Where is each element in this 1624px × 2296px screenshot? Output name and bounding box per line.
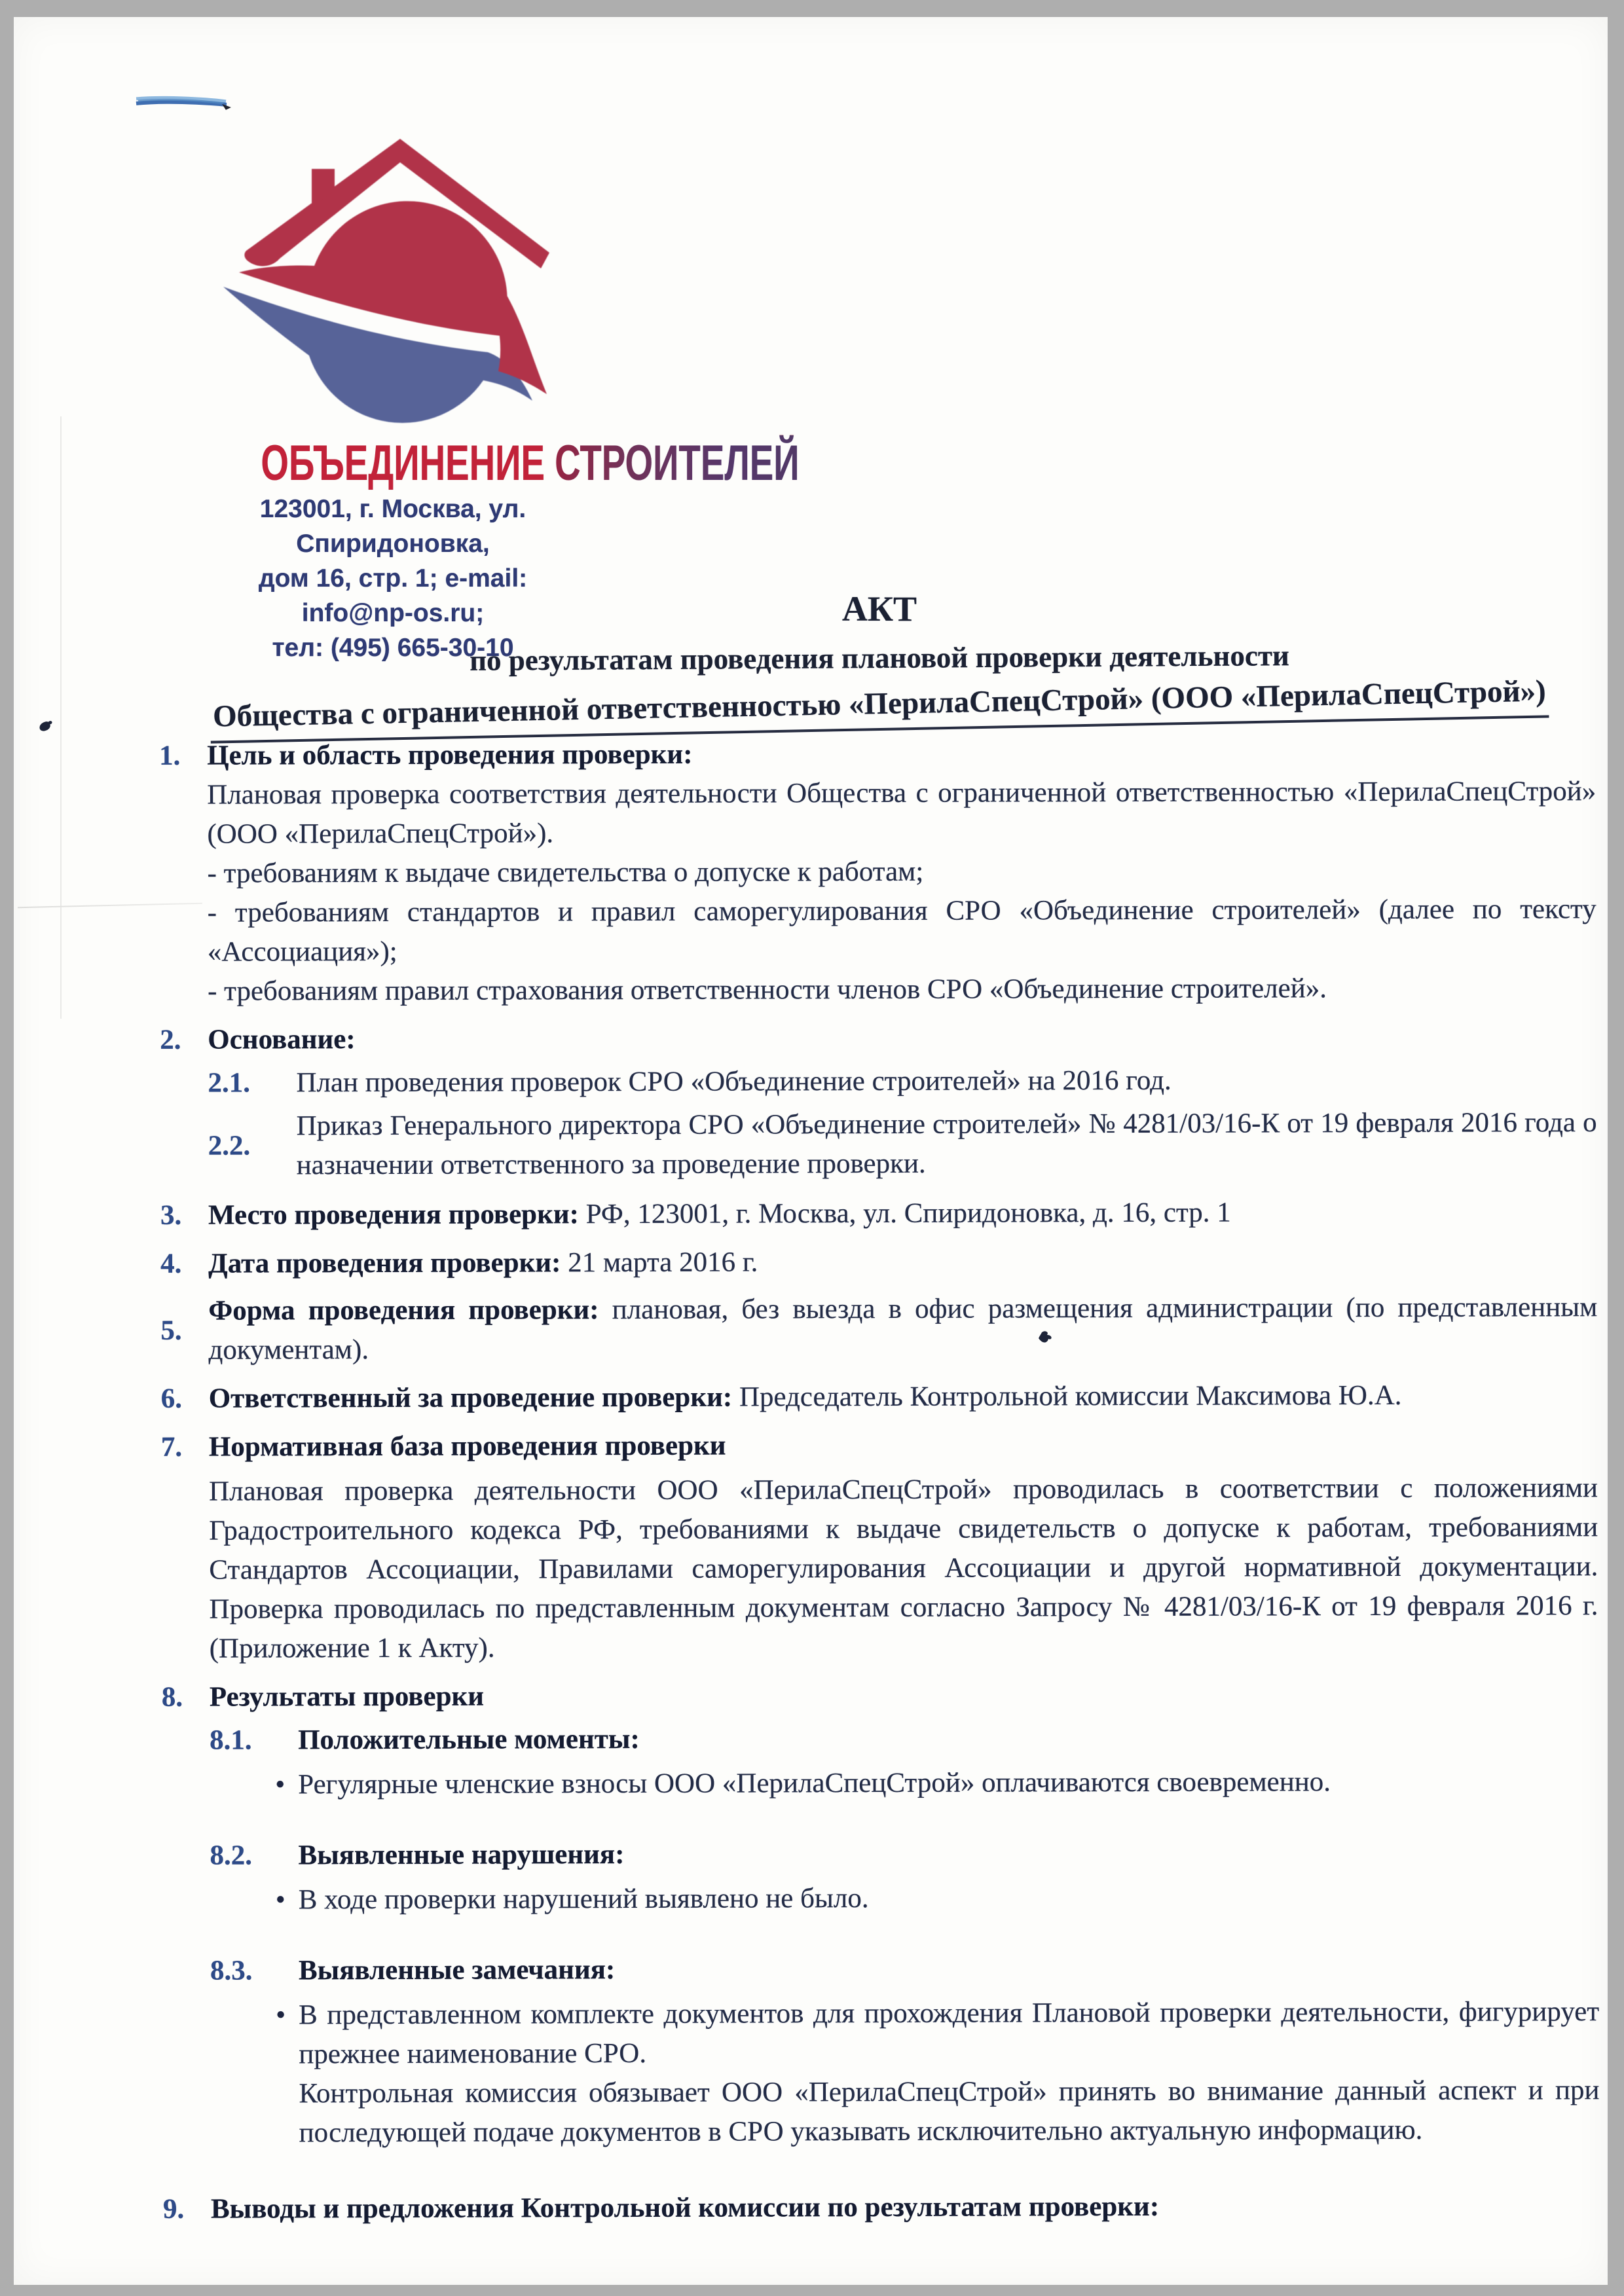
- section-8-number: 8.: [161, 1681, 183, 1713]
- house-roof-sphere-logo-icon: [210, 130, 576, 439]
- section-2-1: [208, 1060, 1596, 1103]
- section-8-1: [210, 1717, 1598, 1760]
- section-1-dash-item: - требованиям правил страхования ответственности членов СРО «Объединение строителей».: [207, 973, 1327, 1007]
- section-8-2-bullet-text: В ходе проверки нарушений выявлено не было.: [298, 1883, 869, 1916]
- section-8-2-number: 8.2.: [210, 1840, 253, 1871]
- section-1-paragraph: Плановая проверка соответствия деятельности Общества с ограниченной ответственностью «ПерилаСпецСтрой» (ООО «ПерилаСпецСтрой»).: [207, 776, 1596, 850]
- section-3-number: 3.: [160, 1199, 182, 1231]
- section-5-number: 5.: [160, 1315, 182, 1346]
- section-4-number: 4.: [160, 1248, 182, 1279]
- section-2: [160, 1017, 1597, 1186]
- section-3: [160, 1192, 1597, 1235]
- section-3-label: Место проведения проверки:: [208, 1199, 579, 1231]
- section-3-value: РФ, 123001, г. Москва, ул. Спиридоновка, д. 16, стр. 1: [578, 1197, 1231, 1230]
- section-1-title: Цель и область проведения проверки:: [207, 738, 693, 771]
- section-8-3-bullet: [276, 1992, 1600, 2153]
- section-8-2: [210, 1832, 1598, 1876]
- address-line-1: 123001, г. Москва, ул. Спиридоновка,: [259, 495, 526, 558]
- document-title-line3: Общества с ограниченной ответственностью «ПерилаСпецСтрой» (ООО «ПерилаСпецСтрой»): [210, 672, 1549, 743]
- section-9-title: Выводы и предложения Контрольной комиссии по результатам проверки:: [210, 2191, 1160, 2225]
- organization-name-word2: СТРОИТЕЛЕЙ: [555, 435, 800, 491]
- section-8-2-bullet: [276, 1877, 1599, 1920]
- ink-blot-mark: [38, 721, 51, 733]
- section-8-1-bullet-text: Регулярные членские взносы ООО «ПерилаСпецСтрой» оплачиваются своевременно.: [298, 1766, 1331, 1800]
- section-8-1-bullet: [275, 1762, 1598, 1804]
- section-8-3-number: 8.3.: [210, 1955, 253, 1986]
- bullet-icon: •: [275, 1884, 286, 1916]
- letterhead: [210, 130, 800, 665]
- section-2-number: 2.: [160, 1024, 181, 1055]
- section-8-1-number: 8.1.: [209, 1724, 252, 1756]
- section-4: [160, 1241, 1597, 1284]
- pen-scribble-icon: [134, 91, 239, 112]
- section-8-3-bullet-text-2: Контрольная комиссия обязывает ООО «ПерилаСпецСтрой» принять во внимание данный аспект и при последующей подаче документов в СРО указывать исключительно актуальную информацию.: [299, 2075, 1600, 2149]
- section-4-label: Дата проведения проверки:: [208, 1247, 561, 1279]
- section-2-1-text: План проведения проверок СРО «Объединение строителей» на 2016 год.: [296, 1065, 1172, 1099]
- section-1-dash-item: - требованиям стандартов и правил саморегулирования СРО «Объединение строителей» (далее по тексту «Ассоциация»);: [207, 894, 1596, 968]
- section-1-number: 1.: [159, 740, 181, 771]
- section-8-title: Результаты проверки: [209, 1681, 485, 1713]
- bullet-icon: •: [276, 1999, 286, 2031]
- section-8-3-title: Выявленные замечания:: [298, 1954, 616, 1986]
- section-6-number: 6.: [160, 1383, 182, 1414]
- section-7-title: Нормативная база проведения проверки: [208, 1430, 726, 1463]
- section-8-2-title: Выявленные нарушения:: [298, 1839, 625, 1871]
- document-page: [14, 17, 1608, 2285]
- section-2-title: Основание:: [208, 1024, 356, 1055]
- section-8-1-title: Положительные моменты:: [297, 1723, 640, 1756]
- section-4-value: 21 марта 2016 г.: [561, 1247, 758, 1279]
- section-9: [163, 2186, 1600, 2229]
- organization-name-word1: ОБЪЕДИНЕНИЕ: [261, 435, 545, 491]
- section-5-value: плановая, без выезда в офис размещения администрации (по представленным документам).: [208, 1292, 1598, 1366]
- section-1: [159, 733, 1596, 1011]
- document-type: АКТ: [841, 589, 917, 629]
- bullet-icon: •: [275, 1769, 286, 1800]
- section-8: [162, 1674, 1600, 2153]
- section-5-label: Форма проведения проверки:: [208, 1294, 599, 1326]
- section-9-number: 9.: [162, 2193, 185, 2225]
- section-2-2: [208, 1103, 1597, 1186]
- pen-scribble-mark: [134, 91, 239, 115]
- document-body: [159, 733, 1600, 2229]
- section-2-1-number: 2.1.: [208, 1067, 250, 1099]
- vertical-crease-line: [60, 416, 62, 1019]
- section-6-value: Председатель Контрольной комиссии Максимова Ю.А.: [732, 1379, 1402, 1413]
- document-title-block: [161, 588, 1598, 734]
- organization-name: [261, 435, 800, 491]
- address-line-2: дом 16, стр. 1; e-mail: info@np-os.ru;: [258, 564, 528, 627]
- section-7-paragraph: Плановая проверка деятельности ООО «ПерилаСпецСтрой» проводилась в соответствии с положениями Градостроительного кодекса РФ, требованиями к выдаче свидетельств о допуске к работам, требованиями Стандартов Ассоциации, Правилами саморегулирования Ассоциации и другой нормативной документации. Проверка проводилась по представленным документам согласно Запросу № 4281/03/16-К от 19 февраля 2016 г. (Приложение 1 к Акту).: [208, 1472, 1598, 1664]
- document-title-line2: по результатам проведения плановой проверки деятельности: [469, 639, 1290, 677]
- section-2-2-text: Приказ Генерального директора СРО «Объединение строителей» № 4281/03/16-К от 19 февраля 2016 года о назначении ответственного за проведение проверки.: [296, 1107, 1597, 1181]
- section-7-number: 7.: [160, 1431, 183, 1463]
- address-line-3: тел: (495) 665-30-10: [272, 634, 514, 662]
- section-8-3: [210, 1948, 1599, 1991]
- section-6-label: Ответственный за проведение проверки:: [208, 1381, 733, 1414]
- section-6: [161, 1376, 1598, 1419]
- section-5: [160, 1288, 1597, 1370]
- section-2-2-number: 2.2.: [208, 1130, 251, 1161]
- section-1-dash-item: - требованиям к выдаче свидетельства о допуске к работам;: [207, 856, 924, 889]
- section-7: [161, 1424, 1598, 1669]
- section-8-3-bullet-text-1: В представленном комплекте документов для прохождения Плановой проверки деятельности, фигурирует прежнее наименование СРО.: [299, 1996, 1600, 2070]
